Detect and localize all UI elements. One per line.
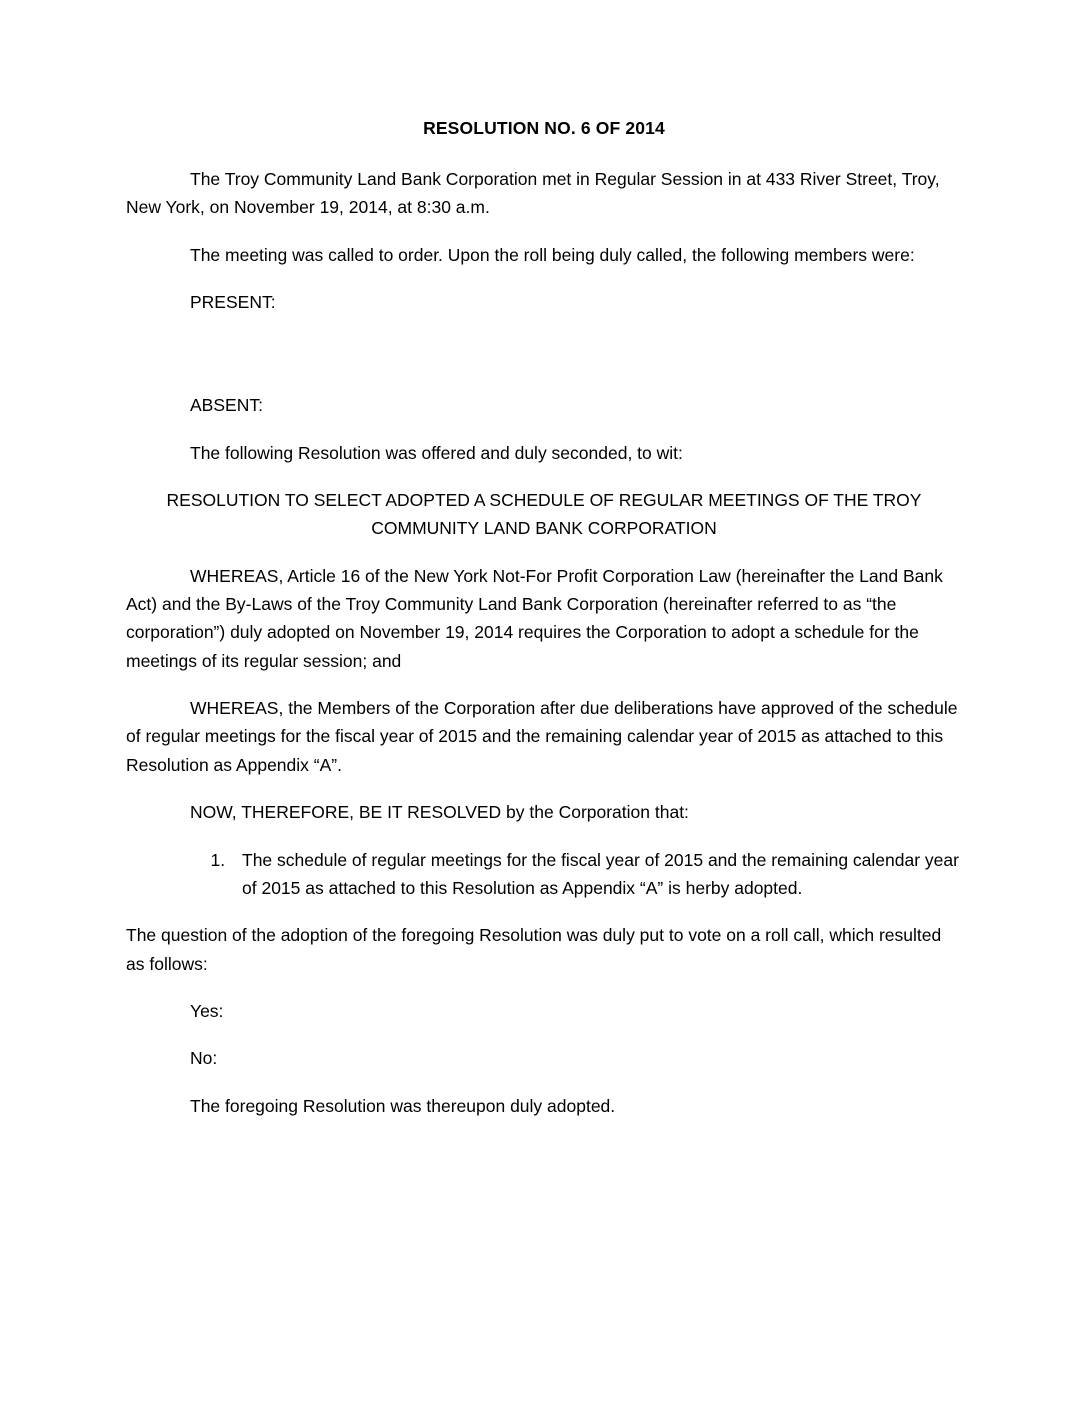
- paragraph-closing: The foregoing Resolution was thereupon duly adopted.: [190, 1095, 616, 1116]
- label-absent: ABSENT:: [190, 395, 263, 416]
- list-item: 1. The schedule of regular meetings for the fiscal year of 2015 and the remaining calendar year of 2015 as attached to this Resolution as Appendix “A” is herby adopted.: [230, 846, 962, 903]
- label-present: PRESENT:: [190, 292, 276, 313]
- resolved-list: [126, 846, 962, 903]
- paragraph-opening: The Troy Community Land Bank Corporation met in Regular Session in at 433 River Street, Troy, New York, on November 19, 2014, at 8:30 a.m.: [126, 169, 940, 218]
- label-yes: Yes:: [190, 1000, 224, 1021]
- present-names-blank: [126, 335, 962, 391]
- label-no: No:: [190, 1048, 218, 1069]
- paragraph-whereas-1: WHEREAS, Article 16 of the New York Not-For Profit Corporation Law (hereinafter the Land Bank Act) and the By-Laws of the Troy Community Land Bank Corporation (hereinafter referred to as “the corporation”) duly adopted on November 19, 2014 requires the Corporation to adopt a schedule for the meetings of its regular session; and: [126, 565, 943, 671]
- resolution-heading: RESOLUTION TO SELECT ADOPTED A SCHEDULE OF REGULAR MEETINGS OF THE TROY COMMUNITY LAND BANK CORPORATION: [166, 490, 922, 539]
- paragraph-whereas-2: WHEREAS, the Members of the Corporation after due deliberations have approved of the schedule of regular meetings for the fiscal year of 2015 and the remaining calendar year of 2015 as attached to this Resolution as Appendix “A”.: [126, 698, 958, 775]
- paragraph-offered: The following Resolution was offered and duly seconded, to wit:: [190, 442, 683, 463]
- paragraph-question-of-adoption: The question of the adoption of the foregoing Resolution was duly put to vote on a roll call, which resulted as follows:: [126, 925, 942, 974]
- page-title: RESOLUTION NO. 6 OF 2014: [423, 118, 665, 138]
- paragraph-now-therefore: NOW, THEREFORE, BE IT RESOLVED by the Corporation that:: [190, 802, 689, 823]
- paragraph-called-to-order: The meeting was called to order. Upon the roll being duly called, the following members were:: [190, 244, 915, 265]
